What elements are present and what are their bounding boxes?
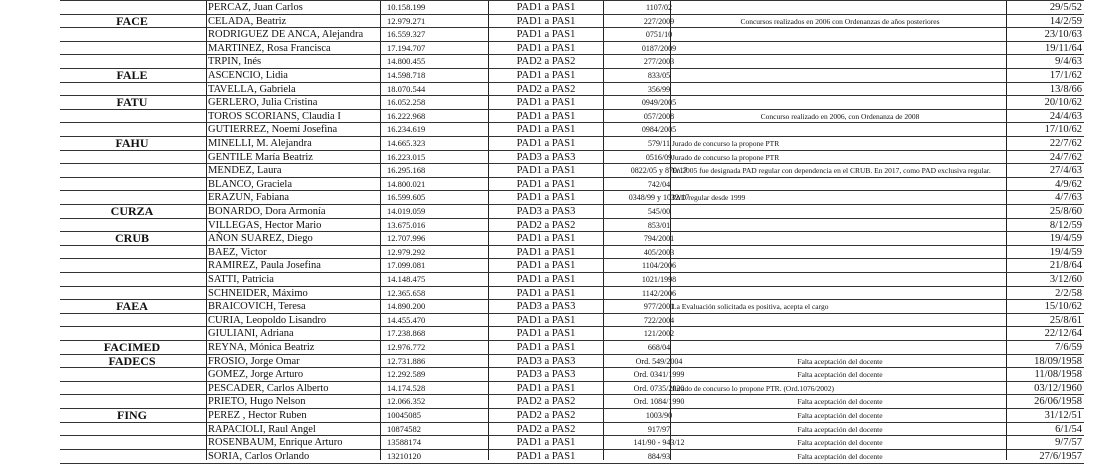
observation-cell [672,246,1008,260]
resolution-cell: 0187/2009 [641,43,677,53]
faculty-cell [60,83,204,97]
observation-cell [672,28,1008,42]
resolution-cell: 405/2003 [643,247,675,257]
name-cell: GUTIERREZ, Noemí Josefina [208,124,338,136]
table-row [60,27,1084,42]
table-row [60,286,1084,301]
table-row [60,109,1084,124]
table-row [60,68,1084,83]
table-row [60,150,1084,165]
resolution-cell: 1142/2006 [642,288,676,298]
birth-date-cell: 4/7/63 [1055,192,1082,204]
birth-date-cell: 27/4/63 [1049,165,1082,177]
dni-cell: 14.174.528 [387,382,426,393]
observation-cell: Concursos realizados en 2006 con Ordenanzas de años posteriores [740,16,940,26]
dni-cell: 10045085 [387,410,421,420]
birth-date-cell: 13/8/66 [1049,83,1082,95]
resolution-cell: 1021/1998 [641,275,677,284]
faculty-cell [60,450,204,464]
category-cell: PAD3 a PAS3 [516,151,576,163]
name-cell: AÑON SUAREZ, Diego [208,233,313,245]
dni-cell: 14.800.021 [387,178,426,189]
dni-cell: 12.365.658 [387,287,426,298]
faculty-cell [60,164,204,178]
dni-cell: 14.598.718 [387,70,426,80]
category-cell: PAD1 a PAS1 [516,437,576,449]
dni-cell: 14.455.470 [387,314,426,325]
resolution-cell: 853/01 [647,220,671,230]
birth-date-cell: 27/6/1957 [1039,450,1082,462]
resolution-cell: Ord. 549/2004 [635,356,683,366]
table-row [60,163,1084,178]
table-row [60,449,1084,465]
resolution-cell: 668/04 [647,343,671,352]
resolution-cell: 0751/10 [645,30,673,40]
observation-cell: PAD regular desde 1999 [672,193,746,203]
observation-cell [672,178,1008,192]
table-row [60,422,1084,437]
birth-date-cell: 6/1/54 [1055,423,1082,435]
table-row [60,367,1084,382]
category-cell: PAD2 a PAS2 [516,423,576,435]
table-row [60,177,1084,192]
resolution-cell: 579/11 [648,139,670,148]
table-row [60,381,1084,396]
category-cell: PAD1 a PAS1 [516,15,576,27]
faculty-cell: FAEA [116,300,148,314]
faculty-cell [60,55,204,69]
observation-cell [672,83,1008,97]
resolution-cell: 0984/2005 [641,125,677,135]
dni-cell: 17.194.707 [387,42,426,53]
resolution-cell: 833/05 [647,71,671,80]
name-cell: CURIA, Leopoldo Lisandro [208,314,327,326]
category-cell: PAD3 a PAS3 [516,355,576,367]
faculty-cell [60,327,204,341]
resolution-cell: 917/97 [647,424,671,434]
faculty-cell [60,151,204,165]
faculty-cell [60,123,204,137]
name-cell: ERAZUN, Fabiana [208,192,290,204]
birth-date-cell: 14/2/59 [1049,15,1082,27]
faculty-cell [60,287,204,301]
name-cell: REYNA, Mónica Beatriz [208,342,315,353]
name-cell: SORIA, Carlos Orlando [208,450,310,462]
faculty-cell: FACE [116,14,148,28]
faculty-cell [60,259,204,273]
category-cell: PAD2 a PAS2 [516,219,576,231]
birth-date-cell: 25/8/61 [1049,314,1082,326]
birth-date-cell: 26/06/1958 [1034,396,1082,408]
table-row [60,218,1084,233]
dni-cell: 14.148.475 [387,274,426,284]
category-cell: PAD1 a PAS1 [516,2,576,13]
category-cell: PAD1 a PAS1 [516,450,576,462]
table-row [60,340,1084,355]
name-cell: VILLEGAS, Hector Mario [208,219,322,231]
dni-cell: 17.238.868 [387,328,426,339]
dni-cell: 12.976.772 [387,342,426,352]
observation-cell [672,232,1008,246]
category-cell: PAD1 a PAS1 [516,178,576,190]
resolution-cell: Ord. 0341/1999 [633,370,685,380]
table-row [60,313,1084,328]
observation-cell [672,69,1008,83]
name-cell: RAPACIOLI, Raul Angel [208,423,316,435]
observation-cell [672,341,1008,355]
dni-cell: 14.665.323 [387,138,426,148]
category-cell: PAD1 a PAS1 [516,97,576,109]
observation-cell [672,219,1008,233]
name-cell: PESCADER, Carlos Alberto [208,382,329,394]
resolution-cell: 277/2003 [643,57,675,67]
category-cell: PAD1 a PAS1 [516,192,576,204]
dni-cell: 10.158.199 [387,2,426,12]
birth-date-cell: 2/2/58 [1055,287,1082,299]
resolution-cell: 0949/2005 [641,98,677,108]
birth-date-cell: 7/6/59 [1055,342,1082,353]
table-row [60,136,1084,151]
resolution-cell: 884/93 [647,451,671,461]
birth-date-cell: 9/4/63 [1055,56,1082,68]
category-cell: PAD3 a PAS3 [516,301,576,313]
observation-cell [672,96,1008,110]
birth-date-cell: 3/12/60 [1049,274,1082,285]
birth-date-cell: 15/10/62 [1044,301,1082,313]
birth-date-cell: 23/10/63 [1044,29,1082,41]
table-row [60,231,1084,246]
category-cell: PAD1 a PAS1 [516,138,576,149]
resolution-cell: 722/2004 [643,315,675,325]
resolution-cell: 121/2002 [643,329,675,339]
resolution-cell: 1003/90 [645,411,673,420]
birth-date-cell: 19/4/59 [1049,246,1082,258]
dni-cell: 13.675.016 [387,219,426,230]
resolution-cell: 742/04 [647,179,671,189]
name-cell: FROSIO, Jorge Omar [208,355,300,367]
dni-cell: 13588174 [387,437,421,448]
birth-date-cell: 8/12/59 [1049,219,1082,231]
table-row [60,326,1084,341]
birth-date-cell: 17/10/62 [1044,124,1082,136]
resolution-cell: Ord. 1084/1990 [633,397,685,407]
birth-date-cell: 03/12/1960 [1034,382,1082,394]
name-cell: ASCENCIO, Lidia [208,70,288,81]
name-cell: RAMIREZ, Paula Josefina [208,260,321,272]
birth-date-cell: 19/4/59 [1049,233,1082,245]
table-row [60,245,1084,260]
resolution-cell: 0822/05 y 870/17 [630,166,688,176]
name-cell: GENTILE María Beatriz [208,151,313,163]
faculty-cell [60,395,204,409]
dni-cell: 14.890.200 [387,301,426,312]
birth-date-cell: 21/8/64 [1049,260,1082,272]
observation-cell: Jurado de concurso lo propone PTR. (Ord.1076/2002) [672,383,835,393]
category-cell: PAD1 a PAS1 [516,342,576,353]
category-cell: PAD2 a PAS2 [516,56,576,68]
table-row [60,435,1084,450]
observation-cell: Falta aceptación del docente [797,411,883,420]
table-row [60,299,1084,314]
birth-date-cell: 22/12/64 [1044,328,1082,340]
faculty-cell: FING [117,409,147,422]
dni-cell: 17.099.081 [387,260,426,271]
dni-cell: 12.979.271 [387,15,426,26]
dni-cell: 12.979.292 [387,246,426,257]
name-cell: GERLERO, Julia Cristina [208,97,318,109]
category-cell: PAD1 a PAS1 [516,314,576,326]
category-cell: PAD3 a PAS3 [516,206,576,217]
birth-date-cell: 22/7/62 [1049,138,1082,149]
dni-cell: 12.707.996 [387,233,426,244]
name-cell: PRIETO, Hugo Nelson [208,396,306,408]
resolution-cell: Ord. 0735/2020 [633,383,685,393]
birth-date-cell: 20/10/62 [1044,97,1082,109]
name-cell: BAEZ, Victor [208,246,267,258]
birth-date-cell: 24/7/62 [1049,151,1082,163]
table-row [60,394,1084,409]
resolution-cell: 794/2001 [643,234,675,244]
category-cell: PAD1 a PAS1 [516,233,576,245]
observation-cell: Falta aceptación del docente [797,438,883,448]
table-row [60,82,1084,97]
faculty-cell [60,42,204,56]
table-row [60,190,1084,205]
resolution-cell: 1107/02 [646,3,672,12]
category-cell: PAD1 a PAS1 [516,382,576,394]
faculty-cell [60,1,204,15]
faculty-cell [60,191,204,205]
name-cell: MARTINEZ, Rosa Francisca [208,42,331,54]
name-cell: SCHNEIDER, Máximo [208,287,308,299]
faculty-cell: FACIMED [103,341,161,354]
name-cell: GIULIANI, Adriana [208,328,294,340]
faculty-cell: CURZA [110,205,154,218]
dni-cell: 18.070.544 [387,83,426,94]
observation-cell [672,259,1008,273]
dni-cell: 16.599.605 [387,192,426,203]
category-cell: PAD2 a PAS2 [516,410,576,421]
faculty-cell: FAHU [115,137,149,150]
category-cell: PAD2 a PAS2 [516,83,576,95]
table-row [60,122,1084,137]
name-cell: BRAICOVICH, Teresa [208,301,306,313]
observation-cell: En 2005 fue designada PAD regular con dependencia en el CRUB. En 2017, como PAD exclusiva regular. [672,166,991,176]
category-cell: PAD1 a PAS1 [516,110,576,122]
table-row [60,54,1084,69]
birth-date-cell: 25/8/60 [1049,206,1082,217]
faculty-cell [60,314,204,328]
category-cell: PAD1 a PAS1 [516,274,576,285]
table-row [60,14,1084,29]
observation-cell: Jurado de concurso la propone PTR [672,139,780,148]
category-cell: PAD1 a PAS1 [516,124,576,136]
faculty-cell [60,436,204,450]
name-cell: PEREZ , Hector Ruben [208,410,307,421]
observation-cell [672,55,1008,69]
category-cell: PAD1 a PAS1 [516,42,576,54]
name-cell: MINELLI, M. Alejandra [208,138,312,149]
birth-date-cell: 11/08/1958 [1034,369,1082,381]
name-cell: ROSENBAUM, Enrique Arturo [208,437,343,449]
resolution-cell: 0348/99 y 1032/17 [628,193,690,203]
faculty-cell: FATU [116,96,148,110]
faculty-cell [60,423,204,437]
observation-cell [672,314,1008,328]
resolution-cell: 1104/2006 [642,261,676,271]
table-row [60,354,1084,369]
observation-cell: Falta aceptación del docente [797,451,883,461]
name-cell: PERCAZ, Juan Carlos [208,2,303,13]
observation-cell: La Evaluación solicitada es positiva, acepta el cargo [672,302,829,312]
resolution-cell: 057/2008 [643,111,675,121]
faculty-cell: CRUB [114,232,149,246]
dni-cell: 16.559.327 [387,29,426,40]
observation-cell [672,42,1008,56]
name-cell: TAVELLA, Gabriela [208,83,296,95]
birth-date-cell: 17/1/62 [1049,70,1082,81]
observation-cell: Jurado de concurso la propone PTR [672,152,780,162]
observation-cell [672,327,1008,341]
table-row [60,272,1084,287]
table-row [60,0,1084,15]
resolution-cell: 0516/09 [645,152,673,162]
category-cell: PAD3 a PAS3 [516,369,576,381]
category-cell: PAD1 a PAS1 [516,260,576,272]
faculty-cell [60,219,204,233]
dni-cell: 12.292.589 [387,369,426,380]
observation-cell [672,1,1008,15]
observation-cell [672,205,1008,219]
dni-cell: 16.052.258 [387,97,426,108]
dni-cell: 16.234.619 [387,124,426,135]
category-cell: PAD1 a PAS1 [516,70,576,81]
resolution-cell: 356/99 [647,84,671,94]
observation-cell: Falta aceptación del docente [797,397,883,407]
faculty-cell: FALE [116,69,148,82]
faculty-cell [60,178,204,192]
faculty-cell [60,246,204,260]
faculty-cell [60,368,204,382]
resolution-cell: 977/2001 [643,302,675,312]
category-cell: PAD1 a PAS1 [516,165,576,177]
table-row [60,95,1084,110]
category-cell: PAD1 a PAS1 [516,328,576,340]
dni-cell: 16.295.168 [387,165,426,176]
name-cell: CELADA, Beatriz [208,15,287,27]
table-row [60,41,1084,56]
faculty-cell [60,273,204,287]
faculty-cell [60,382,204,396]
resolution-cell: 545/00 [647,207,671,216]
birth-date-cell: 18/09/1958 [1034,355,1082,367]
observation-cell: Concurso realizado en 2006, con Ordenanza de 2008 [760,111,920,121]
birth-date-cell: 24/4/63 [1049,110,1082,122]
name-cell: TRPIN, Inés [208,56,262,68]
observation-cell [672,287,1008,301]
name-cell: BONARDO, Dora Armonía [208,206,326,217]
category-cell: PAD1 a PAS1 [516,29,576,41]
dni-cell: 16.222.968 [387,110,426,121]
category-cell: PAD2 a PAS2 [516,396,576,408]
name-cell: SATTI, Patricia [208,274,274,285]
table-row [60,258,1084,273]
name-cell: BLANCO, Graciela [208,178,292,190]
faculty-cell: FADECS [108,354,156,368]
table-row [60,408,1084,423]
table-row [60,204,1084,219]
observation-cell: Falta aceptación del docente [797,424,883,434]
birth-date-cell: 29/5/52 [1049,2,1082,13]
observation-cell: Falta aceptación del docente [797,356,883,366]
dni-cell: 13210120 [387,450,421,461]
resolution-cell: 141/90 - 943/12 [633,438,685,448]
observation-cell: Falta aceptación del docente [797,370,883,380]
name-cell: RODRIGUEZ DE ANCA, Alejandra [208,29,364,41]
dni-cell: 12.066.352 [387,396,426,407]
name-cell: MENDEZ, Laura [208,165,282,177]
birth-date-cell: 4/9/62 [1055,178,1082,190]
dni-cell: 14.800.455 [387,56,426,67]
name-cell: GOMEZ, Jorge Arturo [208,369,304,381]
birth-date-cell: 9/7/57 [1055,437,1082,449]
faculty-cell [60,110,204,124]
dni-cell: 10874582 [387,423,421,434]
birth-date-cell: 31/12/51 [1044,410,1082,421]
faculty-cell [60,28,204,42]
dni-cell: 16.223.015 [387,151,426,162]
dni-cell: 14.019.059 [387,206,426,216]
category-cell: PAD1 a PAS1 [516,287,576,299]
name-cell: TOROS SCORIANS, Claudia I [208,110,341,122]
observation-cell [672,123,1008,137]
birth-date-cell: 19/11/64 [1045,42,1082,54]
faculty-table [60,0,1084,466]
resolution-cell: 227/2009 [643,16,675,26]
dni-cell: 12.731.886 [387,355,426,366]
category-cell: PAD1 a PAS1 [516,246,576,258]
observation-cell [672,273,1008,287]
